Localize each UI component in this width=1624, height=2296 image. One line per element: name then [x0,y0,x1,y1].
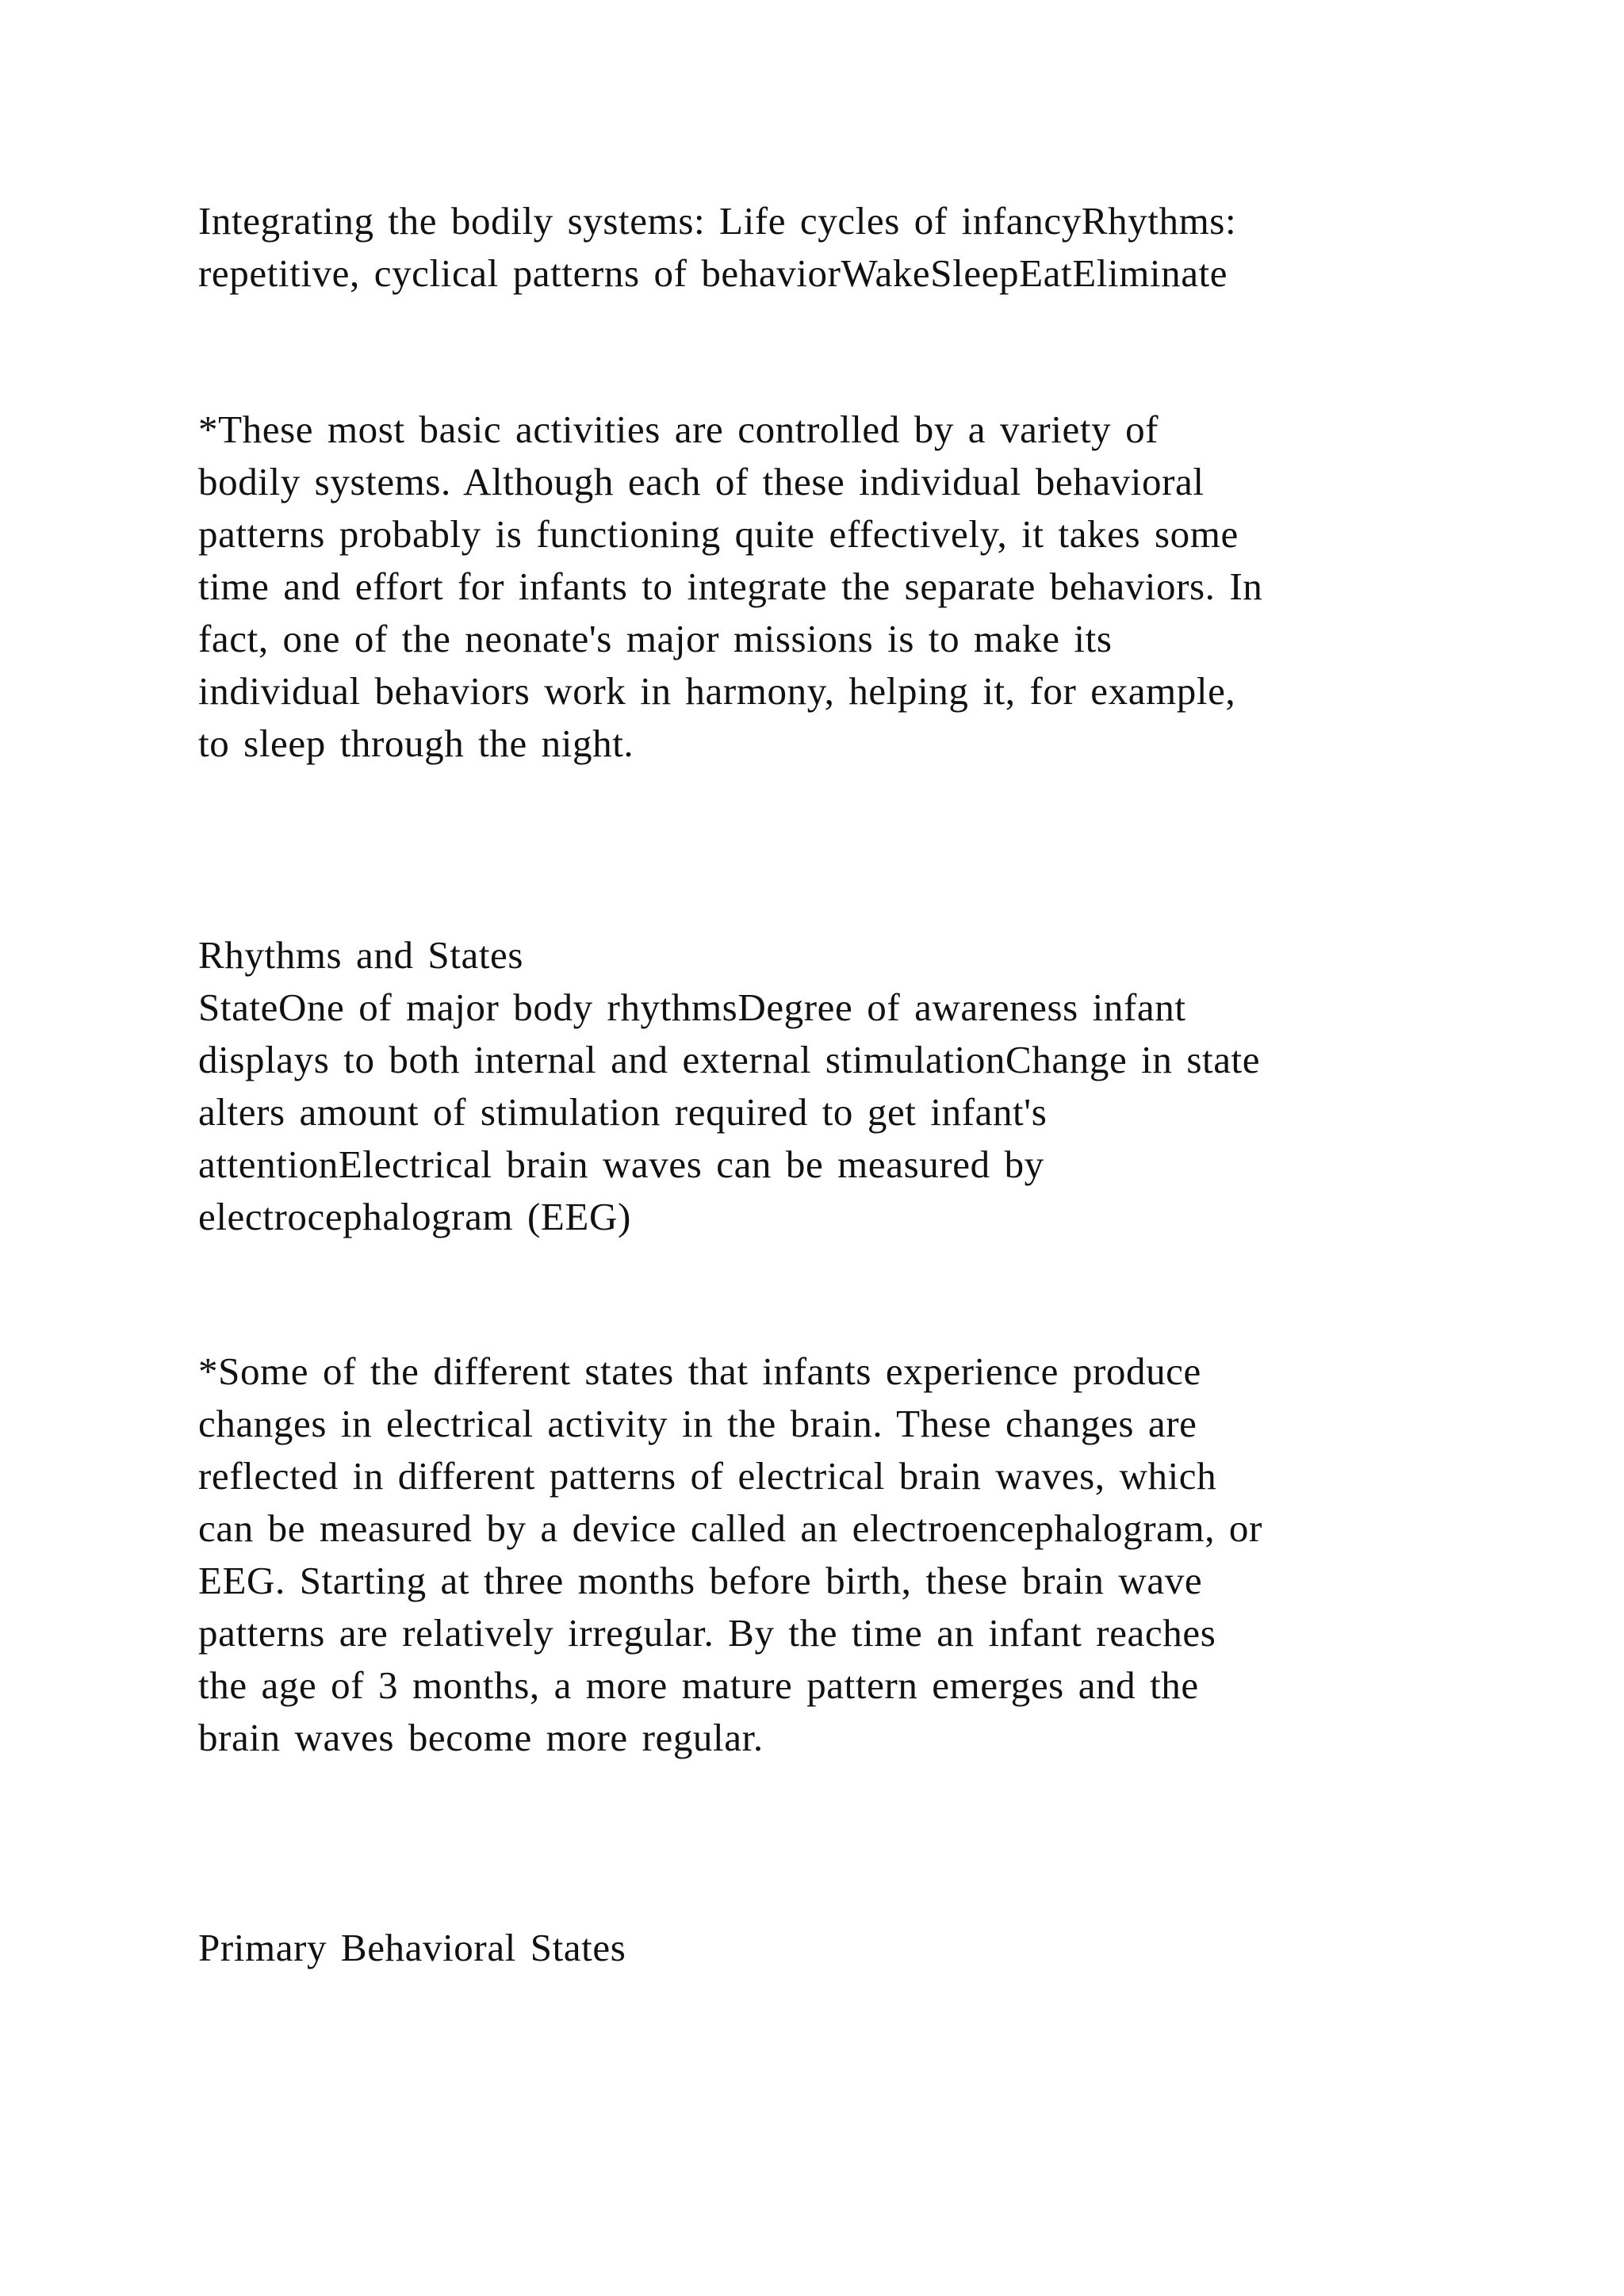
text-line: electrocephalogram (EEG) [198,1195,631,1238]
paragraph-eeg-states [198,1345,1451,1764]
text-line: Integrating the bodily systems: Life cycles of infancyRhythms: [198,199,1237,243]
section-heading: Primary Behavioral States [198,1926,626,1969]
text-line: StateOne of major body rhythmsDegree of awareness infant [198,985,1186,1029]
section-heading: Rhythms and States [198,933,524,977]
text-line: *These most basic activities are controlled by a variety of [198,408,1159,451]
text-line: reflected in different patterns of electrical brain waves, which [198,1454,1217,1498]
text-line: *Some of the different states that infants experience produce [198,1349,1201,1393]
text-line: fact, one of the neonate's major missions is to make its [198,617,1113,660]
text-line: patterns are relatively irregular. By the time an infant reaches [198,1611,1216,1655]
text-line: displays to both internal and external stimulationChange in state [198,1038,1261,1081]
text-line: individual behaviors work in harmony, helping it, for example, [198,669,1236,713]
text-line: time and effort for infants to integrate the separate behaviors. In [198,564,1263,608]
text-line: EEG. Starting at three months before birth, these brain wave [198,1559,1203,1602]
text-line: repetitive, cyclical patterns of behaviorWakeSleepEatEliminate [198,251,1228,295]
paragraph-rhythms-and-states [198,929,1451,1243]
text-line: to sleep through the night. [198,721,634,765]
text-line: bodily systems. Although each of these individual behavioral [198,460,1205,503]
text-line: the age of 3 months, a more mature pattern emerges and the [198,1663,1199,1707]
text-line: brain waves become more regular. [198,1716,764,1759]
text-line: attentionElectrical brain waves can be measured by [198,1142,1044,1186]
text-line: alters amount of stimulation required to get infant's [198,1090,1048,1134]
paragraph-basic-activities [198,404,1451,770]
text-line: patterns probably is functioning quite effectively, it takes some [198,512,1239,556]
paragraph-intro [198,195,1451,300]
paragraph-primary-states [198,1922,1451,1974]
text-line: can be measured by a device called an electroencephalogram, or [198,1506,1262,1550]
text-line: changes in electrical activity in the brain. These changes are [198,1402,1197,1445]
